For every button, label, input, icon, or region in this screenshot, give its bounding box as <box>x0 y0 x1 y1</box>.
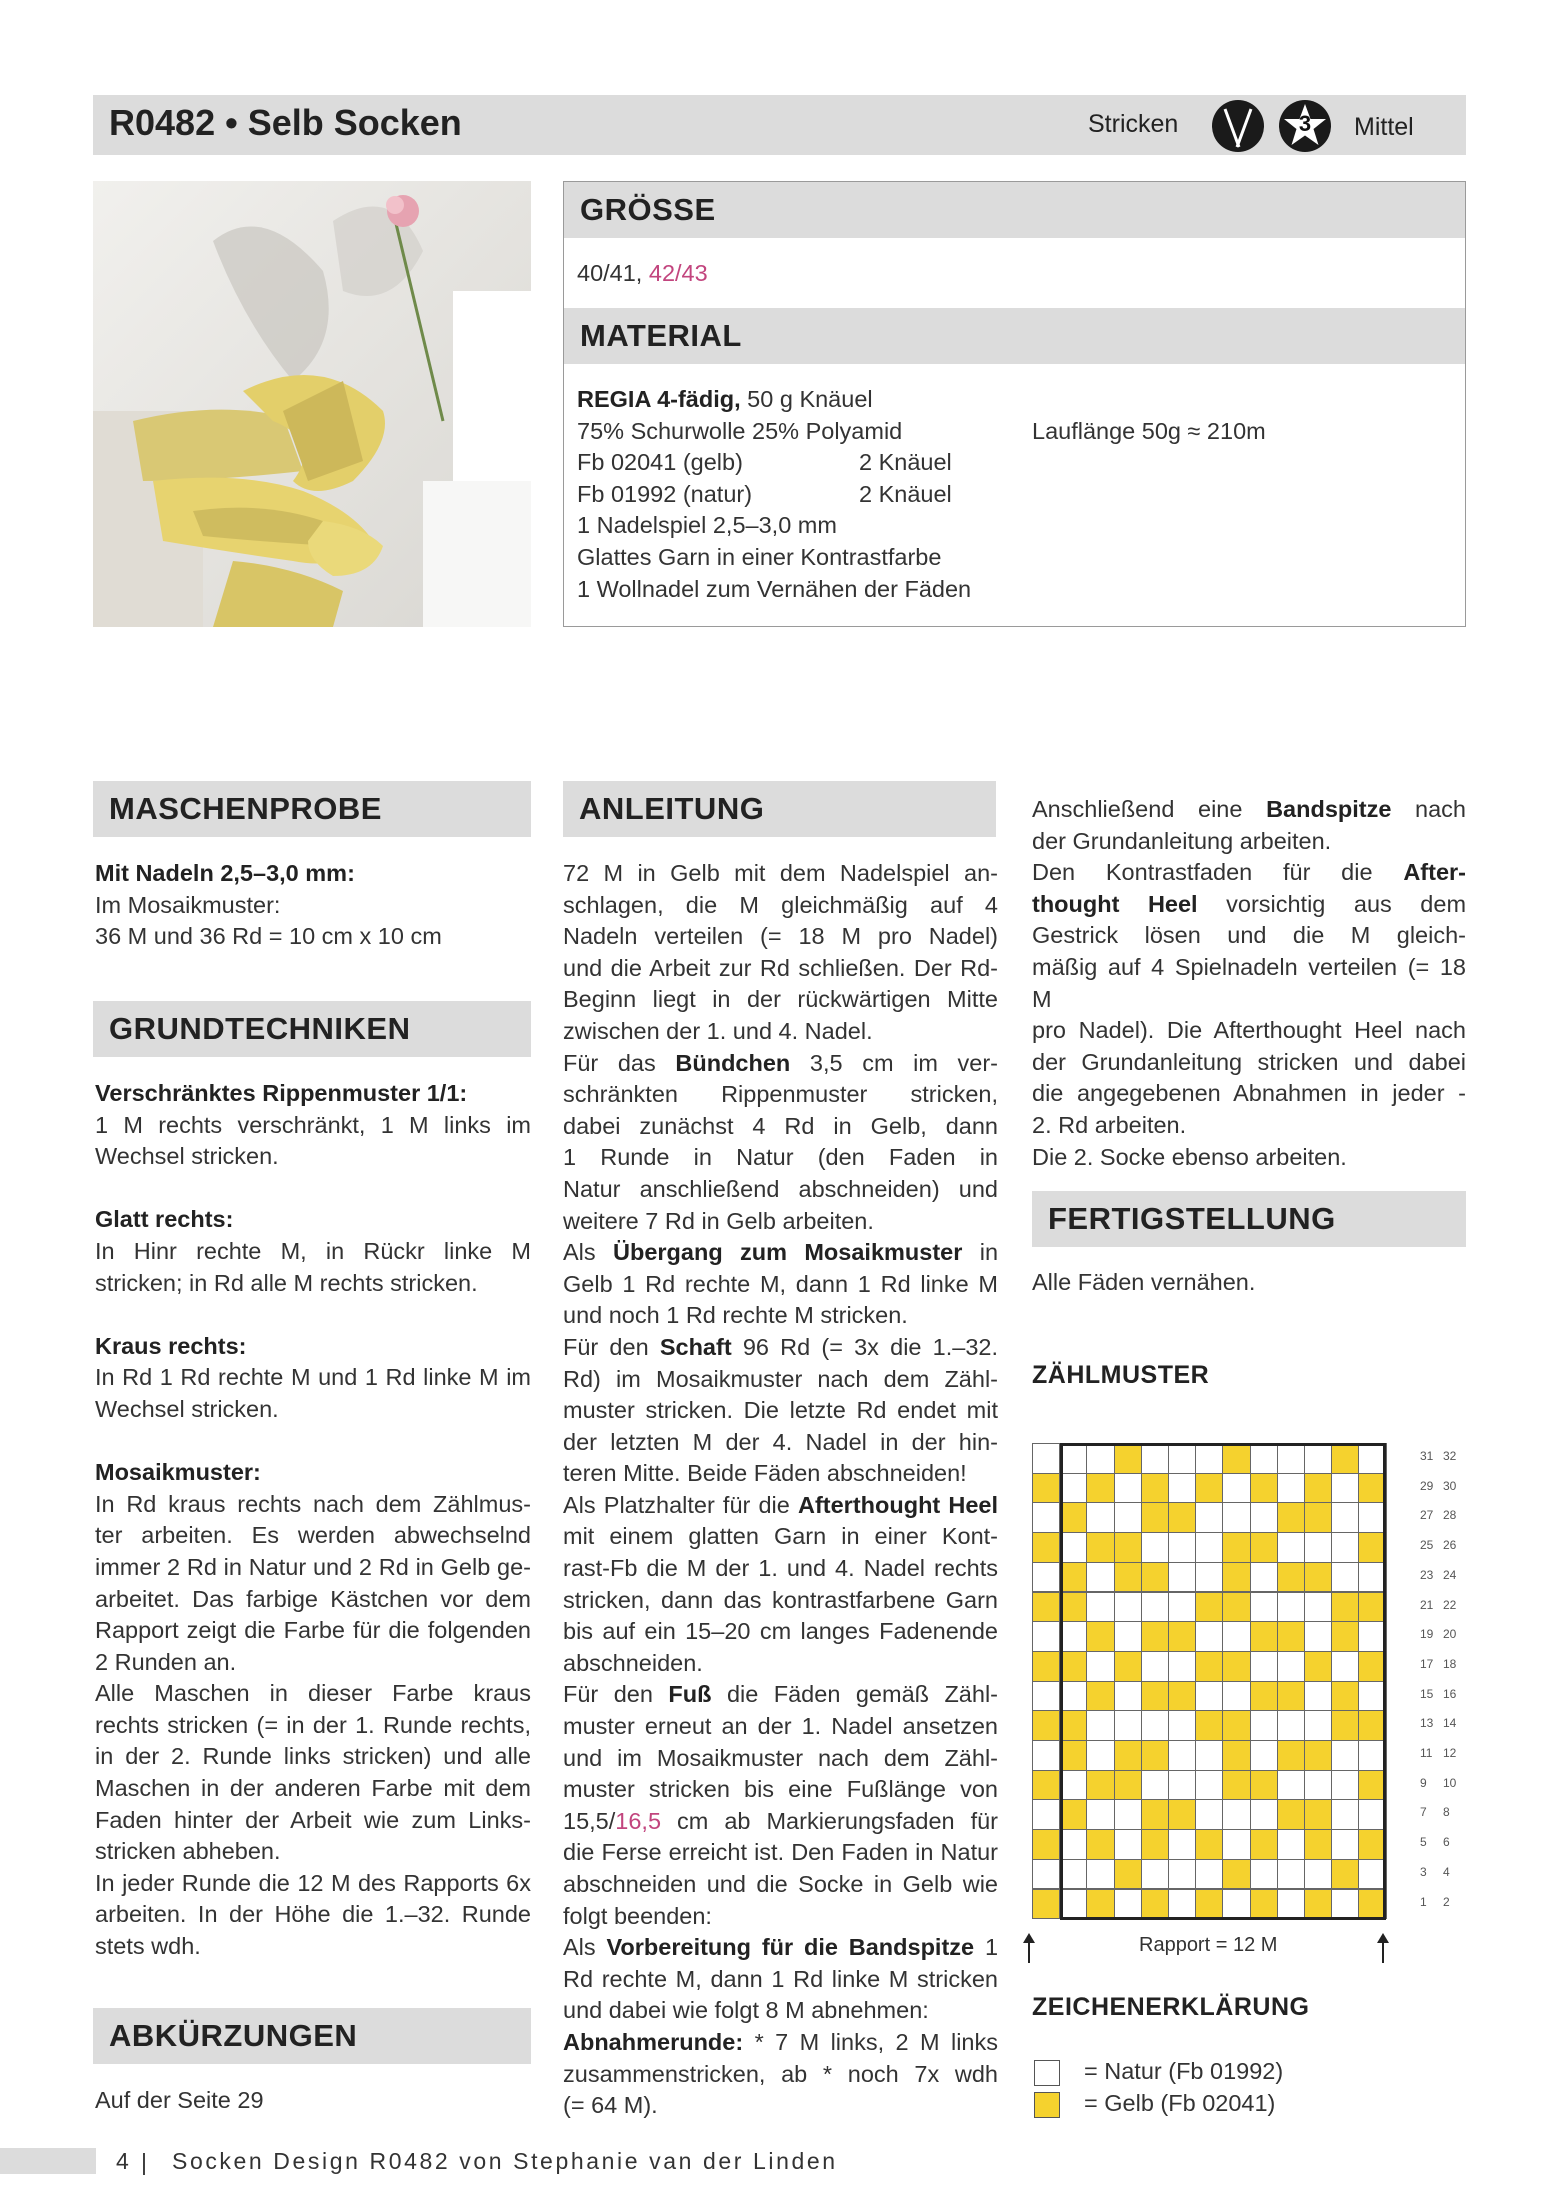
chart-cell <box>1032 1889 1060 1920</box>
chart-cell <box>1032 1532 1060 1563</box>
row-number: 25 <box>1420 1538 1434 1553</box>
row-number: 18 <box>1443 1656 1457 1671</box>
anleitung-text: 72 M in Gelb mit dem Nadelspiel an- schlagen, die M gleichmäßig auf 4 Nadeln verteilen (= 18 M pro Nadel) und die Arbeit zur Rd schließen. Der Rd- Beginn liegt in der rückwärtigen Mitte zwischen der 1. und 4. Nadel. Für das Bündchen 3,5 cm im ver- schränkten Rippenmuster stricken, dabei zunächst 4 Rd in Gelb, dann 1 Runde in Natur (den Faden in Natur anschließend abschneiden) und weitere 7 Rd in Gelb arbeiten. Als Übergang zum Mosaikmuster in Gelb 1 Rd rechte M, dann 1 Rd linke M und noch 1 Rd rechte M stricken. Für den Schaft 96 Rd (= 3x die 1.–32. Rd) im Mosaikmuster nach dem Zähl- muster stricken. Die letzte Rd endet mit der letzten M der 4. Nadel in der hin- teren Mitte. Beide Fäden abschneiden! Als Platzhalter für die Afterthought Heel mit einem glatten Garn in einer Kont- rast-Fb die M der 1. und 4. Nadel rechts stricken, dann das kontrastfarbene Garn bis auf ein 15–20 cm langes Fadenende abschneiden. Für den Fuß die Fäden gemäß Zähl- muster erneut an der 1. Nadel ansetzen und im Mosaikmuster nach dem Zähl- muster stricken bis eine Fußlänge von 15,5/16,5 cm ab Markierungsfaden für die Ferse erreicht ist. Den Faden in Natur abschneiden und die Socke in Gelb wie folgt beenden: Als Vorbereitung für die Bandspitze 1 Rd rechte M, dann 1 Rd linke M stricken und dabei wie folgt 8 M abnehmen: Abnahmerunde: * 7 M links, 2 M links zusammenstricken, ab * noch 7x wdh (= 64 M). <box>563 860 999 2119</box>
row-number: 14 <box>1443 1716 1457 1731</box>
row-number: 26 <box>1443 1538 1457 1553</box>
row-number: 1 <box>1420 1894 1427 1909</box>
difficulty-number: 3 <box>1298 111 1312 136</box>
abkuerzungen-heading: ABKÜRZUNGEN <box>109 2018 358 2053</box>
chart-cell <box>1032 1562 1060 1593</box>
row-number: 3 <box>1420 1864 1427 1879</box>
chart-cell <box>1032 1829 1060 1860</box>
row-number: 21 <box>1420 1597 1434 1612</box>
fertigstellung-text: Alle Fäden vernähen. <box>1032 1269 1256 1295</box>
contrast-yarn: Glattes Garn in einer Kontrastfarbe <box>577 543 942 570</box>
row-number: 24 <box>1443 1567 1457 1582</box>
chart-cell <box>1032 1443 1060 1474</box>
yarn-color-2: Fb 01992 (natur) 2 Knäuel <box>577 480 952 507</box>
chart-cell <box>1032 1592 1060 1623</box>
row-number: 27 <box>1420 1508 1434 1523</box>
grundtechniken-text: Verschränktes Rippenmuster 1/1: 1 M rechts verschränkt, 1 M links im Wechsel stricken. Glatt rechts: In Hinr rechte M, in Rückr linke M stricken; in Rd alle M rechts stricken. Kraus rechts: In Rd 1 Rd rechte M und 1 Rd linke M im Wechsel stricken. Mosaikmuster: In Rd kraus rechts nach dem Zählmus- ter arbeiten. Es werden abwechselnd immer 2 Rd in Natur und 2 Rd in Gelb ge- arbeitet. Das farbige Kästchen vor dem Rapport zeigt die Farbe für die folgenden 2 Runden an. Alle Maschen in dieser Farbe kraus rechts stricken (= in der 1. Runde rechts, in der 2. Runde links stricken) und alle Maschen in der anderen Farbe mit dem Faden hinter der Arbeit wie zum Links- stricken abheben. In jeder Runde die 12 M des Rapports 6x arbeiten. In der Höhe die 1.–32. Runde stets wdh. <box>95 1080 531 1960</box>
row-number: 30 <box>1443 1478 1457 1493</box>
legend-gelb: = Gelb (Fb 02041) <box>1084 2090 1276 2116</box>
chart-cell <box>1032 1710 1060 1741</box>
maschenprobe-heading: MASCHENPROBE <box>109 791 382 826</box>
footer-bar <box>0 2148 96 2174</box>
fertigstellung-header <box>1032 1191 1466 1247</box>
lauflaenge: Lauflänge 50g ≈ 210m <box>1032 418 1266 444</box>
row-number: 11 <box>1420 1746 1433 1760</box>
legend-gelb-swatch <box>1034 2092 1060 2118</box>
knitting-needles-icon <box>1211 99 1265 153</box>
grundtechniken-heading: GRUNDTECHNIKEN <box>109 1011 411 1046</box>
row-number: 2 <box>1443 1894 1450 1909</box>
chart-cell <box>1032 1502 1060 1533</box>
yarn-composition: 75% Schurwolle 25% Polyamid <box>577 417 903 444</box>
chart-heading: ZÄHLMUSTER <box>1032 1361 1210 1389</box>
craft-label: Stricken <box>1088 110 1179 138</box>
difficulty-label: Mittel <box>1354 113 1414 141</box>
row-number: 29 <box>1420 1478 1434 1493</box>
needles: 1 Nadelspiel 2,5–3,0 mm <box>577 512 837 539</box>
row-number: 16 <box>1443 1686 1457 1701</box>
material-header <box>564 308 1465 364</box>
row-number: 8 <box>1443 1805 1450 1820</box>
chart-cell <box>1032 1473 1060 1504</box>
wollnadel: 1 Wollnadel zum Vernähen der Fäden <box>577 575 972 602</box>
row-number: 22 <box>1443 1597 1457 1612</box>
anleitung-heading: ANLEITUNG <box>579 791 765 826</box>
yarn-weight: 50 g Knäuel <box>747 386 873 412</box>
chart-cell <box>1032 1651 1060 1682</box>
chart-cell <box>1032 1799 1060 1830</box>
legend-heading: ZEICHENERKLÄRUNG <box>1032 1993 1310 2021</box>
row-number: 4 <box>1443 1864 1450 1879</box>
continued-text: Anschließend eine Bandspitze nach der Grundanleitung arbeiten. Den Kontrastfaden für die After- thought Heel vorsichtig aus dem Gestrick lösen und die M gleich- mäßig auf 4 Spielnadeln verteilen (= 18 M pro Nadel). Die Afterthought Heel nach der Grundanleitung stricken und dabei die angegebenen Abnahmen in jeder - 2. Rd arbeiten. Die 2. Socke ebenso arbeiten. <box>1032 796 1467 1170</box>
row-number: 6 <box>1443 1835 1450 1850</box>
row-number: 9 <box>1420 1775 1427 1790</box>
row-number: 17 <box>1420 1656 1434 1671</box>
row-number: 31 <box>1420 1449 1434 1463</box>
fertigstellung-heading: FERTIGSTELLUNG <box>1048 1201 1336 1236</box>
rapport-arrow-right-icon <box>1373 1933 1393 1963</box>
grundtechniken-header <box>93 1001 531 1057</box>
row-number: 7 <box>1420 1805 1427 1820</box>
rapport-label: Rapport = 12 M <box>1139 1934 1278 1956</box>
rapport-arrow-left-icon <box>1019 1933 1039 1963</box>
row-number: 10 <box>1443 1775 1457 1790</box>
chart-cell <box>1032 1770 1060 1801</box>
yarn-color-1: Fb 02041 (gelb) 2 Knäuel <box>577 449 952 476</box>
size-a: 40/41, <box>577 260 643 286</box>
yarn-name: REGIA 4-fädig, <box>577 386 741 412</box>
footer-page: 4 <box>116 2148 131 2174</box>
legend-natur: = Natur (Fb 01992) <box>1084 2058 1284 2084</box>
row-number: 23 <box>1420 1567 1434 1582</box>
row-numbers <box>1420 1443 1470 1923</box>
row-number: 19 <box>1420 1627 1434 1642</box>
footer-text: Socken Design R0482 von Stephanie van der Linden <box>172 2148 838 2174</box>
sock-photo <box>93 181 531 627</box>
material-list <box>577 384 1017 605</box>
chart-cell <box>1032 1859 1060 1890</box>
row-number: 32 <box>1443 1449 1457 1463</box>
abkuerzungen-text: Auf der Seite 29 <box>95 2087 264 2113</box>
groesse-header <box>564 182 1465 238</box>
legend-natur-swatch <box>1034 2060 1060 2086</box>
maschenprobe-header <box>93 781 531 837</box>
row-number: 20 <box>1443 1627 1457 1642</box>
abkuerzungen-header <box>93 2008 531 2064</box>
row-number: 12 <box>1443 1746 1457 1760</box>
chart-cell <box>1032 1621 1060 1652</box>
row-number: 13 <box>1420 1716 1434 1731</box>
chart-cell <box>1032 1681 1060 1712</box>
material-heading: MATERIAL <box>580 318 742 353</box>
rapport-frame <box>1060 1443 1386 1920</box>
size-values <box>577 258 708 290</box>
row-number: 28 <box>1443 1508 1457 1523</box>
row-number: 15 <box>1420 1686 1434 1701</box>
maschenprobe-text: Mit Nadeln 2,5–3,0 mm: Im Mosaikmuster: 36 M und 36 Rd = 10 cm x 10 cm <box>95 860 442 950</box>
chart-cell <box>1032 1740 1060 1771</box>
page-title: R0482 • Selb Socken <box>109 102 462 143</box>
footer-divider: | <box>141 2149 147 2175</box>
row-number: 5 <box>1420 1835 1427 1850</box>
size-b: 42/43 <box>648 260 708 286</box>
anleitung-header <box>563 781 996 837</box>
groesse-heading: GRÖSSE <box>580 192 716 227</box>
